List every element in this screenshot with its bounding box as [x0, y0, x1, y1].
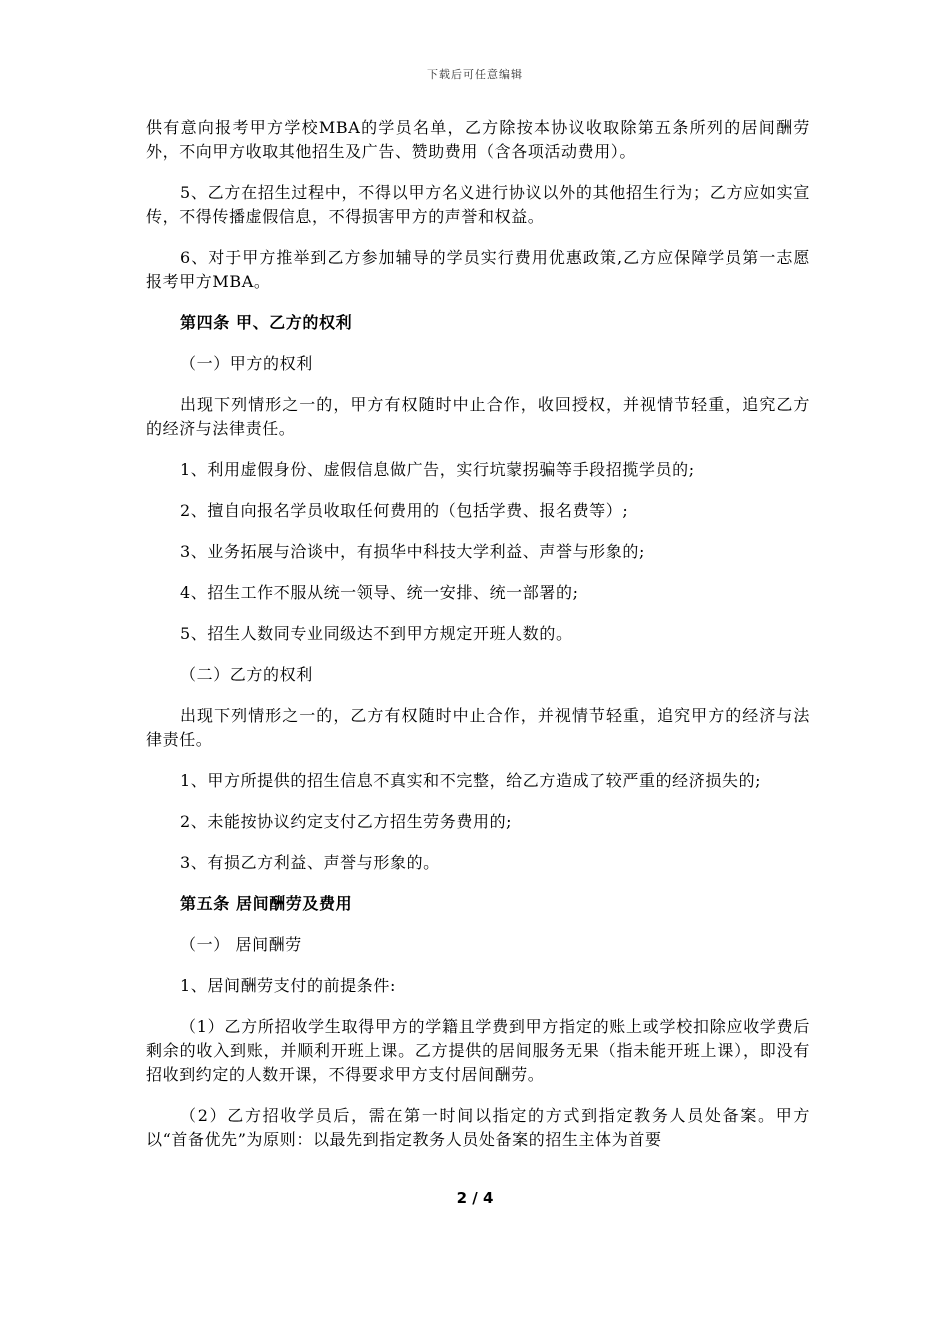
paragraph: 6、对于甲方推举到乙方参加辅导的学员实行费用优惠政策,乙方应保障学员第一志愿报考甲方MBA。 — [146, 248, 810, 291]
paragraph: 1、居间酬劳支付的前提条件: — [180, 976, 396, 995]
paragraph: 3、业务拓展与洽谈中，有损华中科技大学利益、声誉与形象的; — [180, 542, 645, 561]
paragraph: （2）乙方招收学员后，需在第一时间以指定的方式到指定教务人员处备案。甲方以“首备优先”为原则：以最先到指定教务人员处备案的招生主体为首要 — [146, 1106, 810, 1149]
document-body — [146, 116, 810, 1169]
paragraph: 5、乙方在招生过程中，不得以甲方名义进行协议以外的其他招生行为；乙方应如实宣传，不得传播虚假信息，不得损害甲方的声誉和权益。 — [146, 183, 810, 226]
paragraph: 2、擅自向报名学员收取任何费用的（包括学费、报名费等）; — [180, 501, 629, 520]
section-heading: 第五条 居间酬劳及费用 — [180, 894, 353, 913]
paragraph: （一） 居间酬劳 — [180, 935, 302, 954]
paragraph: 1、甲方所提供的招生信息不真实和不完整，给乙方造成了较严重的经济损失的; — [180, 771, 762, 790]
section-heading: 第四条 甲、乙方的权利 — [180, 313, 353, 332]
paragraph: 出现下列情形之一的，甲方有权随时中止合作，收回授权，并视情节轻重，追究乙方的经济与法律责任。 — [146, 395, 810, 438]
paragraph: 4、招生工作不服从统一领导、统一安排、统一部署的; — [180, 583, 579, 602]
paragraph: （一）甲方的权利 — [180, 354, 313, 373]
paragraph: （二）乙方的权利 — [180, 665, 313, 684]
paragraph: 供有意向报考甲方学校MBA的学员名单，乙方除按本协议收取除第五条所列的居间酬劳外，不向甲方收取其他招生及广告、赞助费用（含各项活动费用）。 — [146, 118, 810, 161]
paragraph: 2、未能按协议约定支付乙方招生劳务费用的; — [180, 812, 513, 831]
paragraph: 5、招生人数同专业同级达不到甲方规定开班人数的。 — [180, 624, 573, 643]
page-number: 2 / 4 — [456, 1189, 494, 1207]
paragraph: 1、利用虚假身份、虚假信息做广告，实行坑蒙拐骗等手段招揽学员的; — [180, 460, 695, 479]
paragraph: （1）乙方所招收学生取得甲方的学籍且学费到甲方指定的账上或学校扣除应收学费后剩余的收入到账，并顺利开班上课。乙方提供的居间服务无果（指未能开班上课），即没有招收到约定的人数开课，不得要求甲方支付居间酬劳。 — [146, 1017, 810, 1084]
page-header: 下载后可任意编辑 — [427, 68, 523, 81]
paragraph: 3、有损乙方利益、声誉与形象的。 — [180, 853, 440, 872]
paragraph: 出现下列情形之一的，乙方有权随时中止合作，并视情节轻重，追究甲方的经济与法律责任。 — [146, 706, 810, 749]
